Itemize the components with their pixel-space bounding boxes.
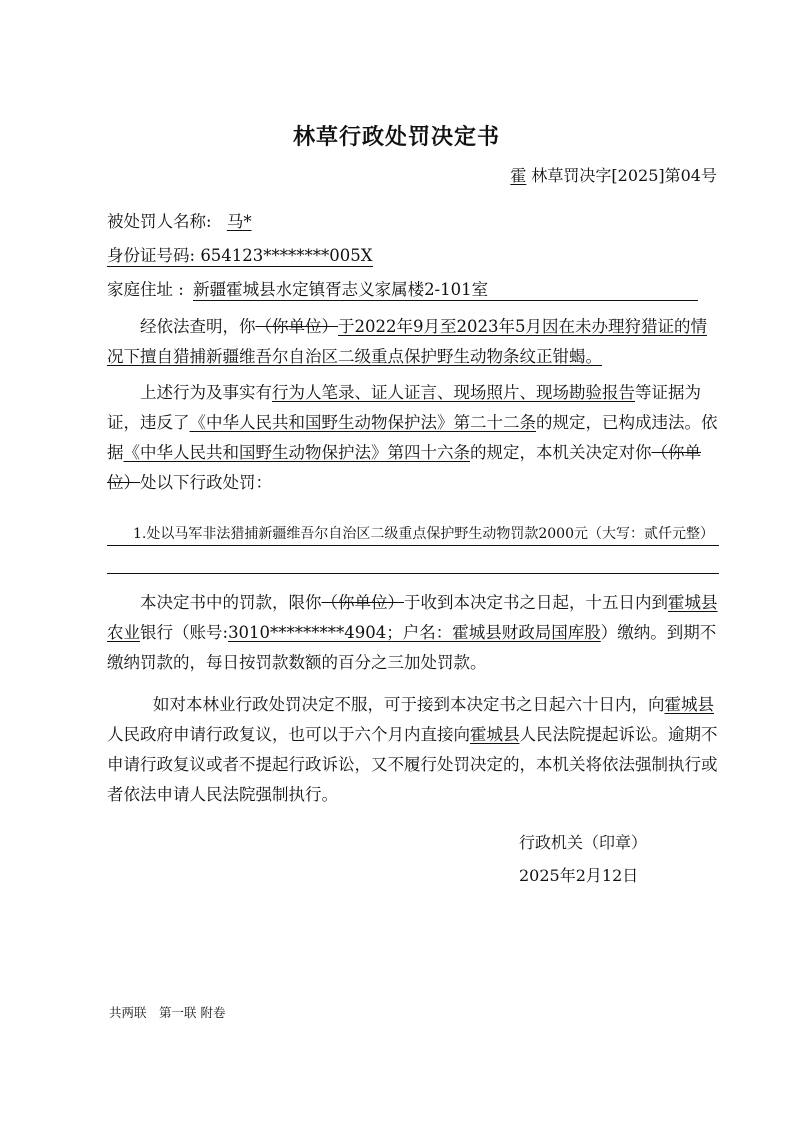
county-abbr: 霍: [510, 166, 527, 185]
law-cited-2: 《中华人民共和国野生动物保护法》第四十六条: [123, 443, 470, 462]
payment-strike: （你单位）: [321, 593, 404, 612]
decision-date: 2025年2月12日: [519, 866, 639, 885]
violation-text-a: 上述行为及事实有: [140, 383, 272, 402]
party-name-label: 被处罚人名称:: [107, 212, 212, 231]
penalty-item: [107, 520, 719, 548]
id-label: 身份证号码:: [107, 246, 196, 265]
violation-text-d: 的规定，本机关决定对你: [470, 443, 652, 462]
id-underline: [107, 242, 373, 267]
address-value: 新疆霍城县水定镇胥志义家属楼2-101室: [193, 276, 698, 301]
appeal-paragraph: [107, 690, 719, 810]
appeal-court: 霍城县: [470, 725, 520, 744]
violation-text-c: 的规定，已构成违法。依据: [107, 413, 718, 462]
id-line: [107, 242, 373, 267]
page-title: 林草行政处罚决定书: [292, 125, 500, 150]
appeal-text-c: 人民法院提起诉讼。逾期不申请行政复议或者不提起行政诉讼，又不履行处罚决定的，本机关将依法强制执行或者依法申请人民法院强制执行。: [107, 725, 718, 804]
document-number-text: 林草罚决字[2025]第04号: [531, 166, 717, 185]
evidence-text: 行为人笔录、证人证言、现场照片、现场勘验报告: [272, 383, 635, 402]
appeal-text-a: 如对本林业行政处罚决定不服，可于接到本决定书之日起六十日内，向: [153, 695, 665, 714]
bank-name: 霍城县农业: [107, 593, 718, 642]
penalty-line-1: [107, 545, 719, 546]
violation-paragraph: [107, 378, 719, 498]
payment-text-b: 于收到本决定书之日起，十五日内到: [404, 593, 668, 612]
finding-strike: （你单位）: [255, 317, 338, 336]
copies-note: 共两联 第一联 附卷: [109, 1005, 226, 1020]
penalty-line-2: [107, 573, 719, 574]
finding-paragraph: [107, 312, 719, 372]
finding-text-b: 于2022年9月至2023年5月因在未办理狩猎证的情况下擅自猎捕新疆维吾尔自治区二级重点保护野生动物条纹正钳蝎。: [107, 317, 707, 366]
bank-account: 3010*********4904；户名：霍城县财政局国库股: [228, 623, 601, 642]
violation-strike: （你单位）: [107, 443, 701, 492]
violation-text-b: 等证据为证，违反了: [107, 383, 701, 432]
violation-text-e: 处以下行政处罚：: [140, 473, 272, 492]
party-name-value: 马*: [226, 212, 252, 231]
law-cited-1: 《中华人民共和国野生动物保护法》第二十二条: [189, 413, 536, 432]
seal-label: 行政机关（印章）: [519, 833, 648, 852]
payment-text-a: 本决定书中的罚款，限你: [140, 593, 322, 612]
penalty-text: 1.处以马军非法猎捕新疆维吾尔自治区二级重点保护野生动物罚款2000元（大写：贰仟元整）: [133, 526, 714, 542]
appeal-government: 霍城县: [664, 695, 714, 714]
document-number: [510, 163, 717, 186]
address-line: [107, 276, 698, 301]
finding-text-a: 经依法查明，你: [140, 317, 256, 336]
payment-text-d: ）缴纳。到期不缴纳罚款的，每日按罚款数额的百分之三加处罚款。: [107, 623, 717, 672]
address-label: 家庭住址 :: [107, 280, 184, 299]
payment-text-c: 银行（账号:: [140, 623, 229, 642]
id-value: 654123********005X: [200, 246, 373, 265]
payment-paragraph: [107, 588, 719, 678]
appeal-text-b: 人民政府申请行政复议，也可以于六个月内直接向: [107, 725, 470, 744]
party-name-line: [107, 208, 252, 232]
